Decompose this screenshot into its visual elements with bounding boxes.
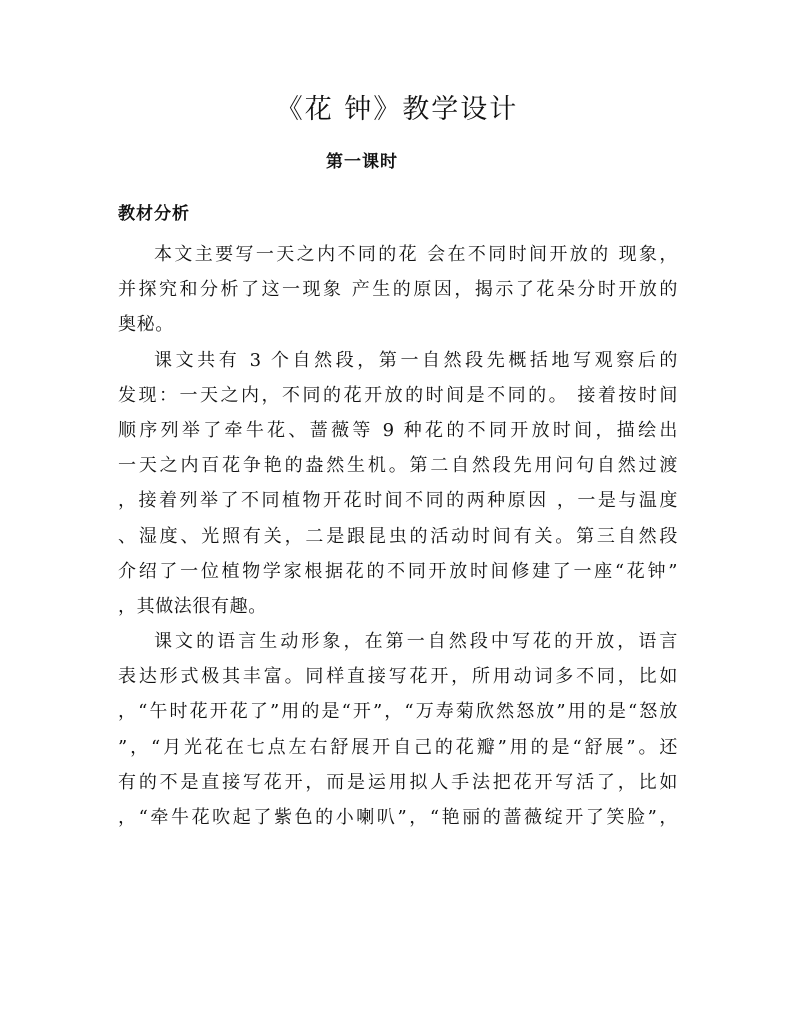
- paragraph-line: 一天之内百花争艳的盎然生机。第二自然段先用问句自然过渡: [118, 455, 678, 477]
- paragraph-line: 奥秘。: [118, 314, 174, 336]
- paragraph-line: 有的不是直接写花开，而是运用拟人手法把花开写活了，比如: [118, 771, 678, 793]
- paragraph-line: 、湿度、光照有关，二是跟昆虫的活动时间有关。第三自然段: [118, 525, 678, 547]
- paragraph-1: [118, 237, 678, 343]
- lesson-subtitle: 第一课时: [326, 152, 398, 172]
- document-title: 《花 钟》教学设计: [275, 94, 519, 125]
- paragraph-line: ，“牵牛花吹起了紫色的小喇叭”，“艳丽的蔷薇绽开了笑脸”，: [118, 807, 678, 828]
- paragraph-line: ，“午时花开花了”用的是“开”，“万寿菊欣然怒放”用的是“怒放: [118, 701, 678, 723]
- paragraph-line: 并探究和分析了这一现象 产生的原因，揭示了花朵分时开放的: [118, 279, 678, 301]
- paragraph-line: 课文的语言生动形象，在第一自然段中写花的开放，语言: [154, 631, 678, 653]
- section-heading: 教材分析: [118, 204, 190, 224]
- paragraph-line: 表达形式极其丰富。同样直接写花开，所用动词多不同，比如: [118, 666, 678, 688]
- paragraph-line: ”，“月光花在七点左右舒展开自己的花瓣”用的是“舒展”。还: [118, 736, 678, 758]
- paragraph-line: ，其做法很有趣。: [118, 595, 267, 617]
- document-body: [118, 237, 678, 835]
- paragraph-line: 本文主要写一天之内不同的花 会在不同时间开放的 现象，: [154, 244, 678, 265]
- paragraph-2: [118, 343, 678, 625]
- paragraph-line: 顺序列举了牵牛花、蔷薇等 9 种花的不同开放时间，描绘出: [118, 419, 678, 441]
- paragraph-line: 课文共有 3 个自然段，第一自然段先概括地写观察后的: [154, 349, 678, 371]
- paragraph-line: ，接着列举了不同植物开花时间不同的两种原因 ，一是与温度: [118, 490, 678, 512]
- paragraph-3: [118, 624, 678, 835]
- paragraph-line: 介绍了一位植物学家根据花的不同开放时间修建了一座“花钟”: [118, 560, 678, 582]
- paragraph-line: 发现：一天之内，不同的花开放的时间是不同的。 接着按时间: [118, 384, 678, 406]
